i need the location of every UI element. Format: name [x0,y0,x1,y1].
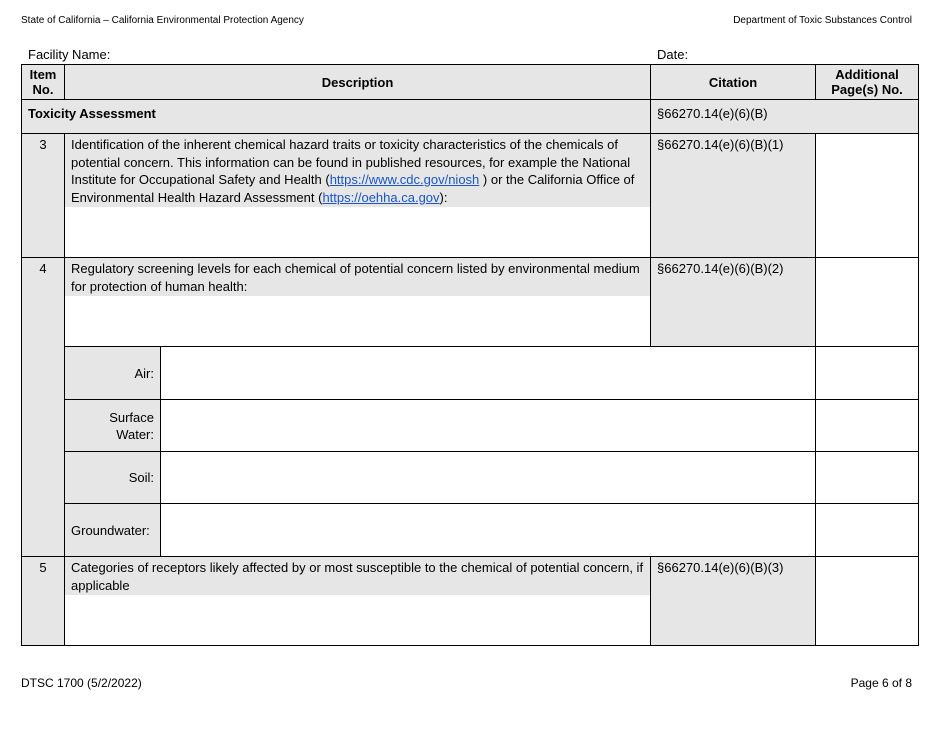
item-5-description: Categories of receptors likely affected by or most susceptible to the chemical of potential concern, if applicable [65,557,650,595]
groundwater-additional-pages-field[interactable] [816,504,919,557]
description-header: Description [65,65,651,100]
additional-pages-header: Additional Page(s) No. [816,65,919,100]
soil-input[interactable] [161,452,816,504]
item-5-description-field[interactable] [65,557,651,646]
date-label: Date: [657,47,689,62]
surface-water-input[interactable] [161,400,816,452]
surface-water-label: Surface Water: [65,400,161,452]
toxicity-assessment-table [21,64,919,646]
item-3-additional-pages-field[interactable] [816,134,919,258]
soil-additional-pages-field[interactable] [816,452,919,504]
item-5-citation: §66270.14(e)(6)(B)(3) [651,557,816,646]
oehha-link[interactable]: https://oehha.ca.gov [322,189,440,205]
surface-water-additional-pages-field[interactable] [816,400,919,452]
page-number: Page 6 of 8 [850,676,912,690]
item-number: 3 [22,134,65,258]
department-header: Department of Toxic Substances Control [733,15,912,26]
form-id: DTSC 1700 (5/2/2022) [21,676,142,690]
item-4-additional-pages-field[interactable] [816,258,919,347]
item-3-citation: §66270.14(e)(6)(B)(1) [651,134,816,258]
item-3-description-field[interactable] [65,134,651,258]
agency-header: State of California – California Environmental Protection Agency [21,15,304,26]
groundwater-input[interactable] [161,504,816,557]
item-3-description: Identification of the inherent chemical hazard traits or toxicity characteristics of the chemicals of potential concern. This information can be found in published resources, for example the National Institute for Occupational Safety and Health (https://www.cdc.gov/niosh ) or the California Office of Environmental Health Hazard Assessment (https://oehha.ca.gov): [65,134,650,207]
air-additional-pages-field[interactable] [816,347,919,400]
section-citation: §66270.14(e)(6)(B) [651,100,919,134]
item-number: 4 [22,258,65,557]
groundwater-label: Groundwater: [65,504,161,557]
soil-label: Soil: [65,452,161,504]
item-4-description-field[interactable] [65,258,651,347]
air-label: Air: [65,347,161,400]
item-no-header: Item No. [22,65,65,100]
air-input[interactable] [161,347,816,400]
section-title: Toxicity Assessment [22,100,651,134]
niosh-link[interactable]: https://www.cdc.gov/niosh [329,172,480,187]
item-4-description: Regulatory screening levels for each chemical of potential concern listed by environmental medium for protection of human health: [65,258,650,296]
item-5-additional-pages-field[interactable] [816,557,919,646]
citation-header: Citation [651,65,816,100]
facility-name-label: Facility Name: [28,47,111,62]
item-4-citation: §66270.14(e)(6)(B)(2) [651,258,816,347]
item-number: 5 [22,557,65,646]
